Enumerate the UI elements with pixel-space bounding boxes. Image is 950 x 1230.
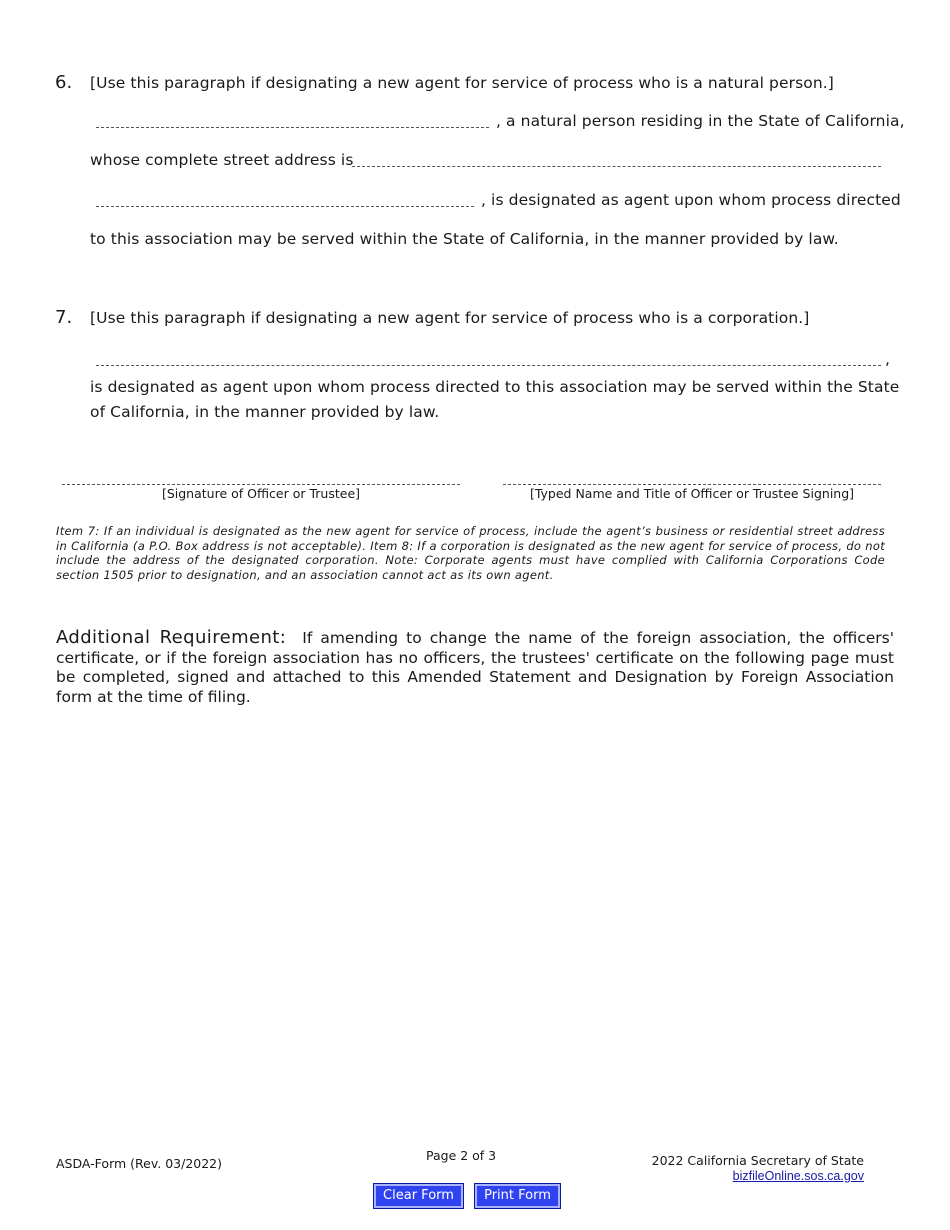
additional-requirement-text: If amending to change the name of the foreign association, the officers' certificate, or if the foreign association has no officers, the trustees' certificate on the following page must be completed, signed and attached to this Amended Statement and Designation by Foreign Association form at the time of filing.: [56, 629, 895, 706]
print-form-button[interactable]: Print Form: [474, 1183, 561, 1209]
website-link[interactable]: bizfileOnline.sos.ca.gov: [732, 1169, 864, 1183]
item-6-line4-text: to this association may be served within the State of California, in the manner provided by law.: [90, 230, 839, 248]
agent-address-continued-field[interactable]: [96, 206, 474, 207]
item-7-instruction: [Use this paragraph if designating a new agent for service of process who is a corporation.]: [90, 309, 810, 327]
copyright: 2022 California Secretary of State: [651, 1153, 864, 1168]
agent-name-field[interactable]: [96, 127, 489, 128]
signature-field[interactable]: [62, 484, 460, 485]
item-6-line2-text: whose complete street address is: [90, 151, 354, 169]
instructions-note: Item 7: If an individual is designated as the new agent for service of process, include the agent’s business or residential street address in California (a P.O. Box address is not acceptable). Item 8: If a corporation is designated as the new agent for service of process, do not include the address of the designated corporation. Note: Corporate agents must have complied with California Corporations Code section 1505 prior to designation, and an association cannot act as its own agent.: [56, 524, 885, 582]
item-6-number: 6.: [55, 72, 73, 93]
item-7-line3-text: of California, in the manner provided by law.: [90, 403, 440, 421]
agent-street-address-field[interactable]: [352, 166, 881, 167]
form-id: ASDA-Form (Rev. 03/2022): [56, 1156, 223, 1171]
item-7-line1-comma: ,: [885, 350, 891, 368]
signature-caption: [Signature of Officer or Trustee]: [161, 486, 361, 501]
clear-form-button[interactable]: Clear Form: [373, 1183, 464, 1209]
item-6-line3-text: , is designated as agent upon whom process directed: [481, 191, 901, 209]
item-7-number: 7.: [55, 307, 73, 328]
item-6-line1-text: , a natural person residing in the State of California,: [496, 112, 905, 130]
item-7-line2-text: is designated as agent upon whom process directed to this association may be served within the State: [90, 378, 900, 396]
page-number: Page 2 of 3: [426, 1148, 497, 1163]
additional-requirement: [56, 628, 894, 707]
item-6-instruction: [Use this paragraph if designating a new agent for service of process who is a natural person.]: [90, 74, 834, 92]
typed-name-title-field[interactable]: [503, 484, 881, 485]
typed-name-caption: [Typed Name and Title of Officer or Trustee Signing]: [529, 486, 855, 501]
corporate-agent-name-field[interactable]: [96, 365, 881, 366]
additional-requirement-label: Additional Requirement:: [56, 627, 287, 648]
